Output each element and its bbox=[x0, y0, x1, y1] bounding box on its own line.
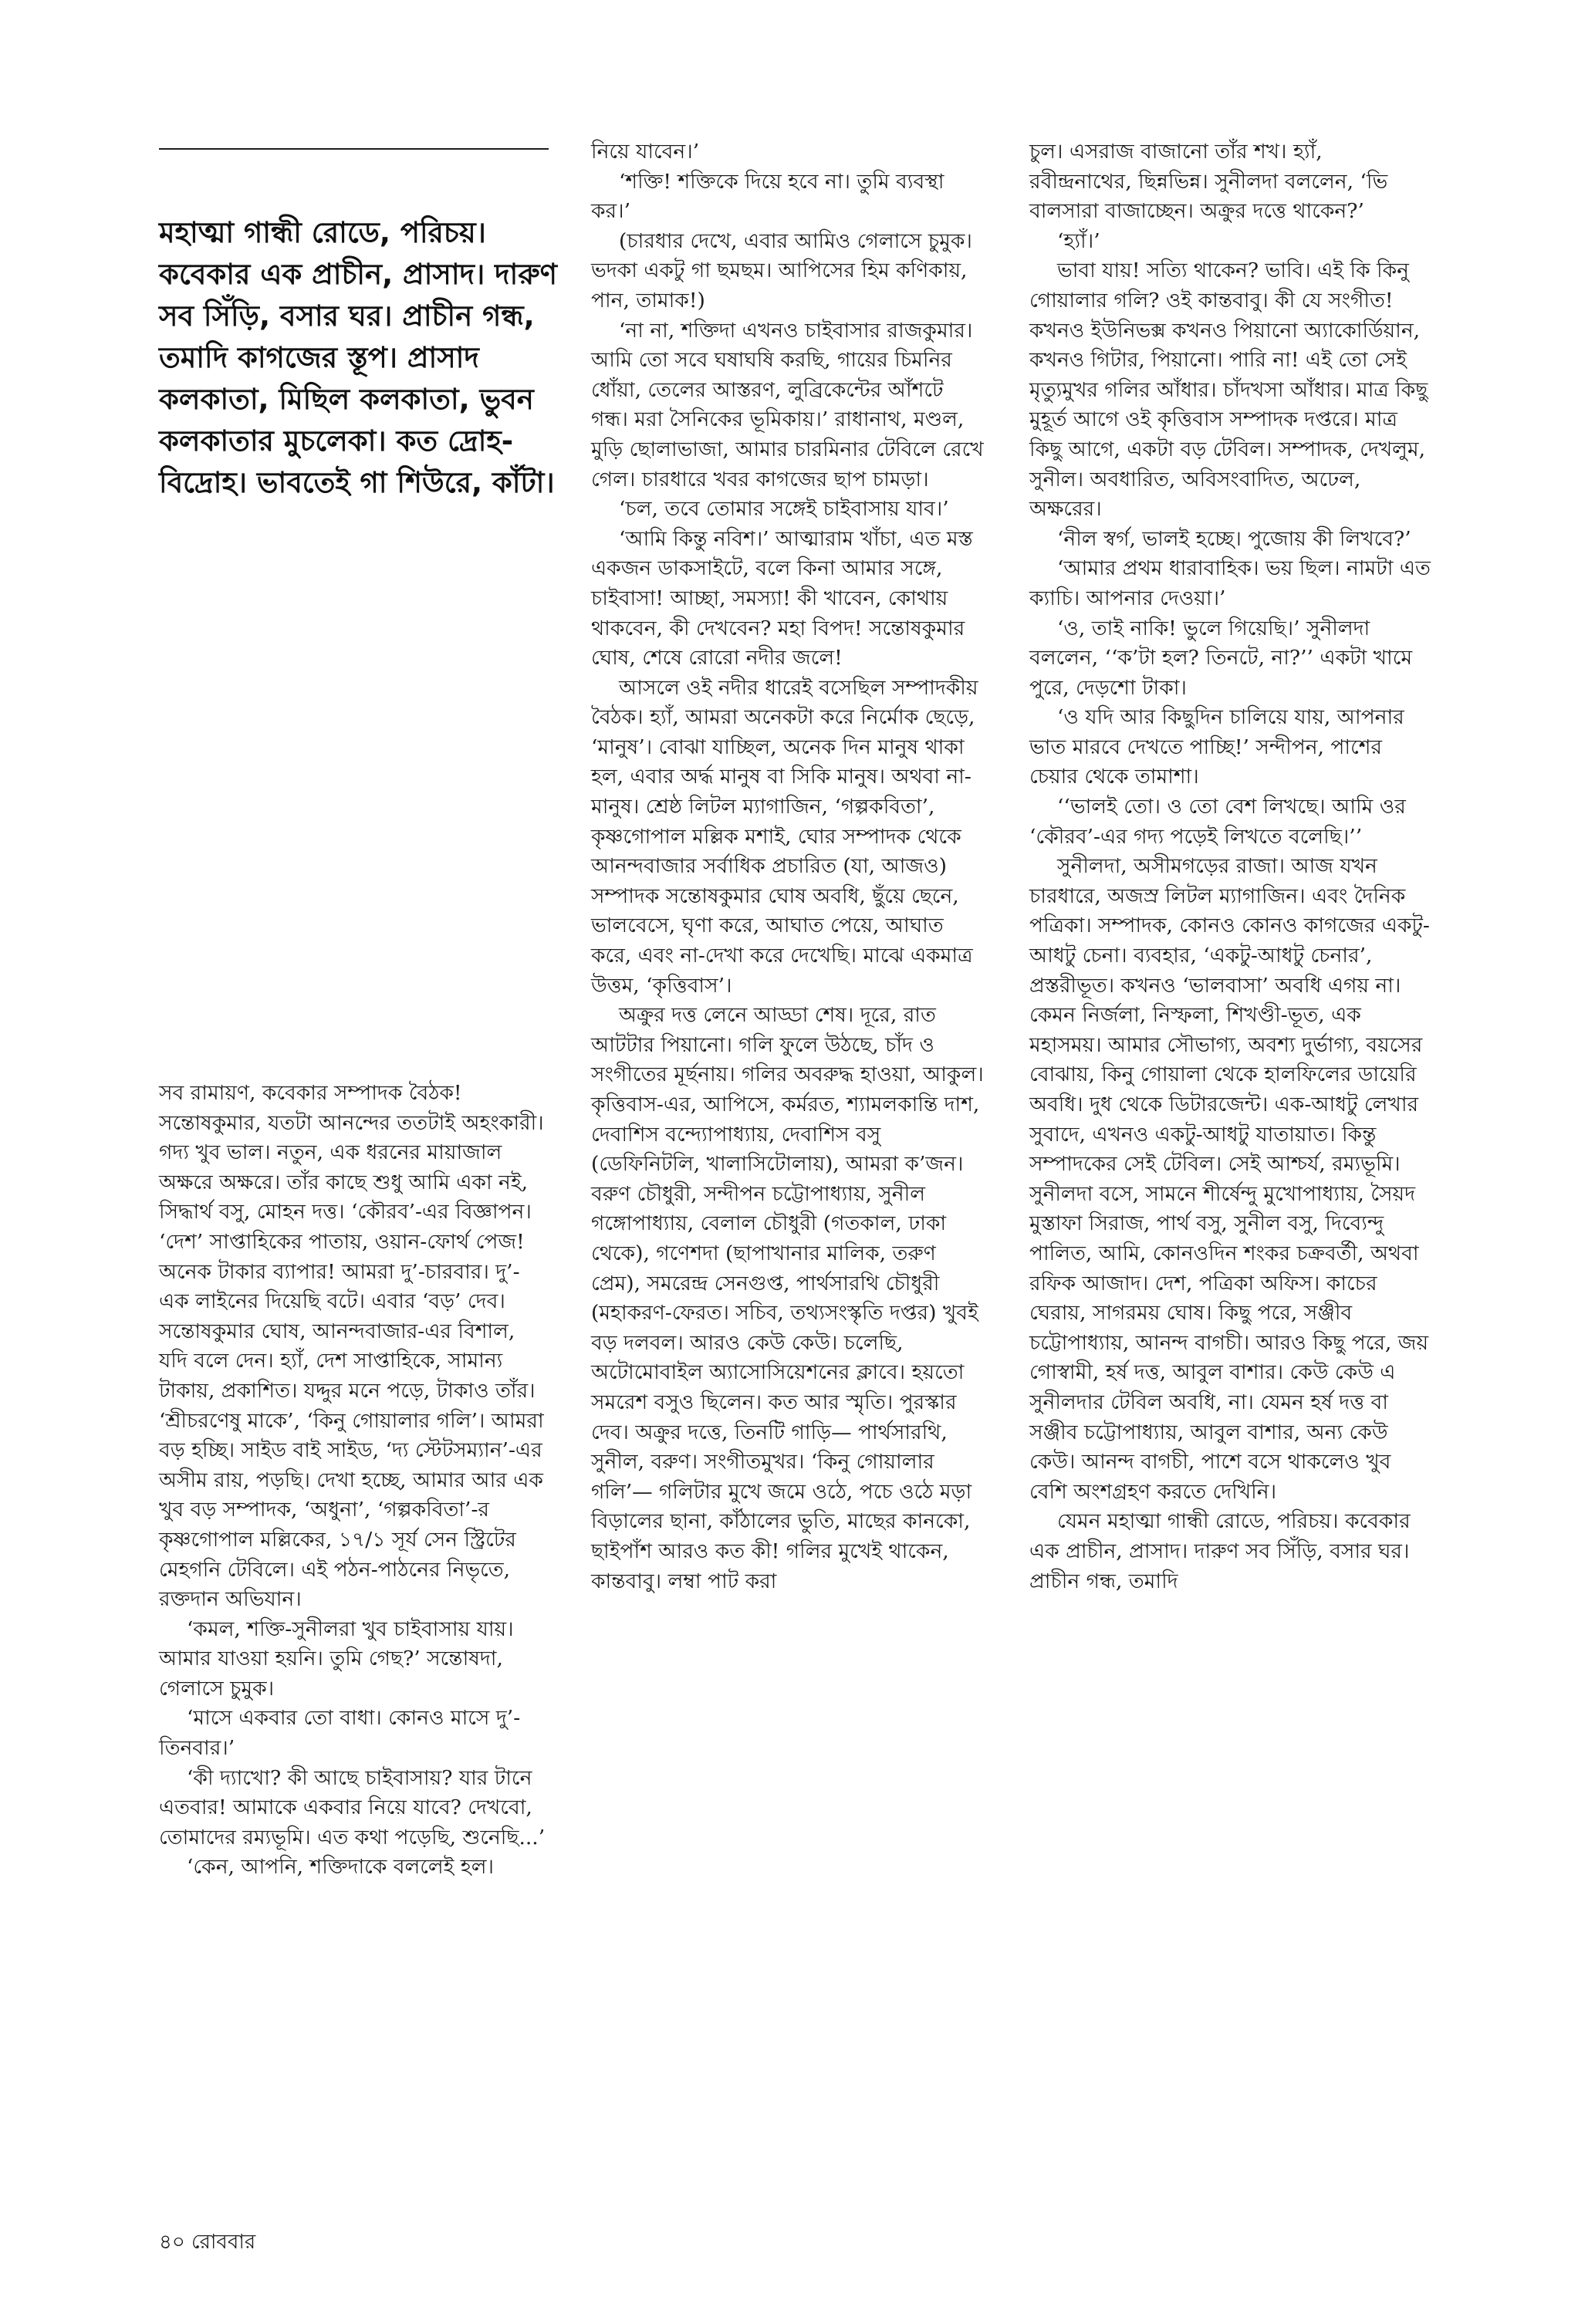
paragraph: নিয়ে যাবেন।’ bbox=[591, 140, 700, 164]
page-folio: ৪০ রোববার bbox=[159, 2231, 256, 2254]
paragraph: ‘শক্তি! শক্তিকে দিয়ে হবে না। তুমি ব্যবস্থা কর।’ bbox=[591, 169, 944, 224]
paragraph: (চারধার দেখে, এবার আমিও গেলাসে চুমুক। ভদকা একটু গা ছমছম। আপিসের হিম কণিকায়, পান, তামাক!) bbox=[591, 228, 972, 312]
article-column-3 bbox=[1029, 137, 1431, 1596]
paragraph: ‘ও, তাই নাকি! ভুলে গিয়েছি।’ সুনীলদা বললেন, ‘‘ক’টা হল? তিনটে, না?’’ একটা খামে পুরে, দেড়শো টাকা। bbox=[1029, 616, 1413, 700]
paragraph: ‘‘ভালই তো। ও তো বেশ লিখছে। আমি ওর ‘কৌরব’-এর গদ্য পড়েই লিখতে বলেছি।’’ bbox=[1029, 795, 1406, 849]
pull-quote: মহাত্মা গান্ধী রোডে, পরিচয়। কবেকার এক প্রাচীন, প্রাসাদ। দারুণ সব সিঁড়ি, বসার ঘর। প্রাচীন গন্ধ, তমাদি কাগজের স্তূপ। প্রাসাদ কলকাতা, মিছিল কলকাতা, ভুবন কলকাতার মুচলেকা। কত দ্রোহ-বিদ্রোহ। ভাবতেই গা শিউরে, কাঁটা। bbox=[159, 216, 558, 499]
paragraph: অক্রুর দত্ত লেনে আড্ডা শেষ। দূরে, রাত আটটার পিয়ানো। গলি ফুলে উঠছে, চাঁদ ও সংগীতের মূর্ছনায়। গলির অবরুদ্ধ হাওয়া, আকুল। কৃত্তিবাস-এর, আপিসে, কর্মরত, শ্যামলকান্তি দাশ, দেবাশিস বন্দ্যোপাধ্যায়, দেবাশিস বসু (ডেফিনিটলি, খালাসিটোলায়), আমরা ক’জন। বরুণ চৌধুরী, সন্দীপন চট্টোপাধ্যায়, সুনীল গঙ্গোপাধ্যায়, বেলাল চৌধুরী (গতকাল, ঢাকা থেকে), গণেশদা (ছাপাখানার মালিক, তরুণ প্রেম), সমরেন্দ্র সেনগুপ্ত, পার্থসারথি চৌধুরী (মহাকরণ-ফেরত। সচিব, তথ্যসংস্কৃতি দপ্তর) খুবই বড় দলবল। আরও কেউ কেউ। চলেছি, অটোমোবাইল অ্যাসোসিয়েশনের ক্লাবে। হয়তো সমরেশ বসুও ছিলেন। কত আর স্মৃতি। পুরস্কার দেব। অক্রুর দত্তে, তিনটি গাড়ি— পার্থসারথি, সুনীল, বরুণ। সংগীতমুখর। ‘কিনু গোয়ালার গলি’— গলিটার মুখে জমে ওঠে, পচে ওঠে মড়া বিড়ালের ছানা, কাঁঠালের ভুতি, মাছের কানকো, ছাইপাঁশ আরও কত কী! গলির মুখেই থাকেন, কান্তবাবু। লম্বা পাট করা bbox=[591, 1003, 984, 1593]
paragraph: ‘নীল স্বর্গ, ভালই হচ্ছে। পুজোয় কী লিখবে?’ bbox=[1057, 526, 1411, 551]
paragraph: আসলে ওই নদীর ধারেই বসেছিল সম্পাদকীয় বৈঠক। হ্যাঁ, আমরা অনেকটা করে নির্মোক ছেড়ে, ‘মানুষ’। বোঝা যাচ্ছিল, অনেক দিন মানুষ থাকা হল, এবার অর্দ্ধ মানুষ বা সিকি মানুষ। অথবা না-মানুষ। শ্রেষ্ঠ লিটল ম্যাগাজিন, ‘গল্পকবিতা’, কৃষ্ণগোপাল মল্লিক মশাই, ঘোর সম্পাদক থেকে আনন্দবাজার সর্বাধিক প্রচারিত (যা, আজও) সম্পাদক সন্তোষকুমার ঘোষ অবধি, ছুঁয়ে ছেনে, ভালবেসে, ঘৃণা করে, আঘাত পেয়ে, আঘাত করে, এবং না-দেখা করে দেখেছি। মাঝে একমাত্র উত্তম, ‘কৃত্তিবাস’। bbox=[591, 675, 978, 998]
paragraph: ‘চল, তবে তোমার সঙ্গেই চাইবাসায় যাব।’ bbox=[619, 497, 949, 522]
paragraph: চুল। এসরাজ বাজানো তাঁর শখ। হ্যাঁ, রবীন্দ্রনাথের, ছিন্নভিন্ন। সুনীলদা বললেন, ‘ভি বালসারা বাজাচ্ছেন। অক্রুর দত্তে থাকেন?’ bbox=[1029, 140, 1388, 224]
paragraph: সব রামায়ণ, কবেকার সম্পাদক বৈঠক! সন্তোষকুমার, যতটা আনন্দের ততটাই অহংকারী। গদ্য খুব ভাল। নতুন, এক ধরনের মায়াজাল অক্ষরে অক্ষরে। তাঁর কাছে শুধু আমি একা নই, সিদ্ধার্থ বসু, মোহন দত্ত। ‘কৌরব’-এর বিজ্ঞাপন। ‘দেশ’ সাপ্তাহিকের পাতায়, ওয়ান-ফোর্থ পেজ! অনেক টাকার ব্যাপার! আমরা দু’-চারবার। দু’-এক লাইনের দিয়েছি বটে। এবার ‘বড়’ দেব। সন্তোষকুমার ঘোষ, আনন্দবাজার-এর বিশাল, যদি বলে দেন। হ্যাঁ, দেশ সাপ্তাহিকে, সামান্য টাকায়, প্রকাশিত। যদ্দুর মনে পড়ে, টাকাও তাঁর। ‘শ্রীচরণেষু মাকে’, ‘কিনু গোয়ালার গলি’। আমরা বড় হচ্ছি। সাইড বাই সাইড, ‘দ্য স্টেটসম্যান’-এর অসীম রায়, পড়ছি। দেখা হচ্ছে, আমার আর এক খুব বড় সম্পাদক, ‘অধুনা’, ‘গল্পকবিতা’-র কৃষ্ণগোপাল মল্লিকের, ১৭/১ সূর্য সেন স্ট্রিটের মেহগনি টেবিলে। এই পঠন-পাঠনের নিভৃতে, রক্তদান অভিযান। bbox=[159, 1081, 544, 1612]
article-column-2 bbox=[591, 137, 986, 1596]
paragraph: যেমন মহাত্মা গান্ধী রোডে, পরিচয়। কবেকার এক প্রাচীন, প্রাসাদ। দারুণ সব সিঁড়ি, বসার ঘর। প্রাচীন গন্ধ, তমাদি bbox=[1029, 1509, 1411, 1593]
paragraph: ‘হ্যাঁ।’ bbox=[1057, 228, 1100, 253]
paragraph: ‘আমার প্রথম ধারাবাহিক। ভয় ছিল। নামটা এত ক্যাচি। আপনার দেওয়া।’ bbox=[1029, 556, 1431, 610]
paragraph: ‘মাসে একবার তো বাধা। কোনও মাসে দু’-তিনবার।’ bbox=[159, 1706, 521, 1761]
paragraph: ‘কী দ্যাখো? কী আছে চাইবাসায়? যার টানে এতবার! আমাকে একবার নিয়ে যাবে? দেখবো, তোমাদের রম্যভূমি। এত কথা পড়েছি, শুনেছি...’ bbox=[159, 1765, 546, 1849]
pullquote-rule bbox=[159, 148, 549, 150]
paragraph: ‘ও যদি আর কিছুদিন চালিয়ে যায়, আপনার ভাত মারবে দেখতে পাচ্ছি!’ সন্দীপন, পাশের চেয়ার থেকে তামাশা। bbox=[1029, 705, 1404, 789]
paragraph: ‘কেন, আপনি, শক্তিদাকে বললেই হল। bbox=[187, 1855, 494, 1880]
article-column-1 bbox=[159, 1079, 549, 1883]
paragraph: ভাবা যায়! সত্যি থাকেন? ভাবি। এই কি কিনু গোয়ালার গলি? ওই কান্তবাবু। কী যে সংগীত! কখনও ইউনিভক্স কখনও পিয়ানো অ্যাকোর্ডিয়ান, কখনও গিটার, পিয়ানো। পারি না! এই তো সেই মৃত্যুমুখর গলির আঁধার। চাঁদখসা আঁধার। মাত্র কিছু মুহূর্ত আগে ওই কৃত্তিবাস সম্পাদক দপ্তরে। মাত্র কিছু আগে, একটা বড় টেবিল। সম্পাদক, দেখলুম, সুনীল। অবধারিত, অবিসংবাদিত, অঢেল, অক্ষরের। bbox=[1029, 258, 1428, 522]
paragraph: সুনীলদা, অসীমগড়ের রাজা। আজ যখন চারধারে, অজস্র লিটল ম্যাগাজিন। এবং দৈনিক পত্রিকা। সম্পাদক, কোনও কোনও কাগজের একটু-আধটু চেনা। ব্যবহার, ‘একটু-আধটু চেনার’, প্রস্তরীভূত। কখনও ‘ভালবাসা’ অবধি এগয় না। কেমন নির্জলা, নিস্ফলা, শিখণ্ডী-ভূত, এক মহাসময়। আমার সৌভাগ্য, অবশ্য দুর্ভাগ্য, বয়সের বোঝায়, কিনু গোয়ালা থেকে হালফিলের ডায়েরি অবধি। দুধ থেকে ডিটারজেন্ট। এক-আধটু লেখার সুবাদে, এখনও একটু-আধটু যাতায়াত। কিন্তু সম্পাদকের সেই টেবিল। সেই আশ্চর্য, রম্যভূমি। সুনীলদা বসে, সামনে শীর্ষেন্দু মুখোপাধ্যায়, সৈয়দ মুস্তাফা সিরাজ, পার্থ বসু, সুনীল বসু, দিব্যেন্দু পালিত, আমি, কোনওদিন শংকর চক্রবর্তী, অথবা রফিক আজাদ। দেশ, পত্রিকা অফিস। কাচের ঘেরায়, সাগরময় ঘোষ। কিছু পরে, সঞ্জীব চট্টোপাধ্যায়, আনন্দ বাগচী। আরও কিছু পরে, জয় গোস্বামী, হর্ষ দত্ত, আবুল বাশার। কেউ কেউ এ সুনীলদার টেবিল অবধি, না। যেমন হর্ষ দত্ত বা সঞ্জীব চট্টোপাধ্যায়, আবুল বাশার, অন্য কেউ কেউ। আনন্দ বাগচী, পাশে বসে থাকলেও খুব বেশি অংশগ্রহণ করতে দেখিনি। bbox=[1029, 854, 1430, 1504]
paragraph: ‘আমি কিন্তু নবিশ।’ আত্মারাম খাঁচা, এত মস্ত একজন ডাকসাইটে, বলে কিনা আমার সঙ্গে, চাইবাসা! আচ্ছা, সমস্যা! কী খাবেন, কোথায় থাকবেন, কী দেখবেন? মহা বিপদ! সন্তোষকুমার ঘোষ, শেষে রোরো নদীর জলে! bbox=[591, 526, 973, 671]
paragraph: ‘না না, শক্তিদা এখনও চাইবাসার রাজকুমার। আমি তো সবে ঘষাঘষি করছি, গায়ের চিমনির ধোঁয়া, তেলের আস্তরণ, লুব্রিকেন্টের আঁশটে গন্ধ। মরা সৈনিকের ভূমিকায়।’ রাধানাথ, মণ্ডল, মুড়ি ছোলাভাজা, আমার চারমিনার টেবিলে রেখে গেল। চারধারে খবর কাগজের ছাপ চামড়া। bbox=[591, 318, 984, 491]
paragraph: ‘কমল, শক্তি-সুনীলরা খুব চাইবাসায় যায়। আমার যাওয়া হয়নি। তুমি গেছ?’ সন্তোষদা, গেলাসে চুমুক। bbox=[159, 1616, 514, 1701]
